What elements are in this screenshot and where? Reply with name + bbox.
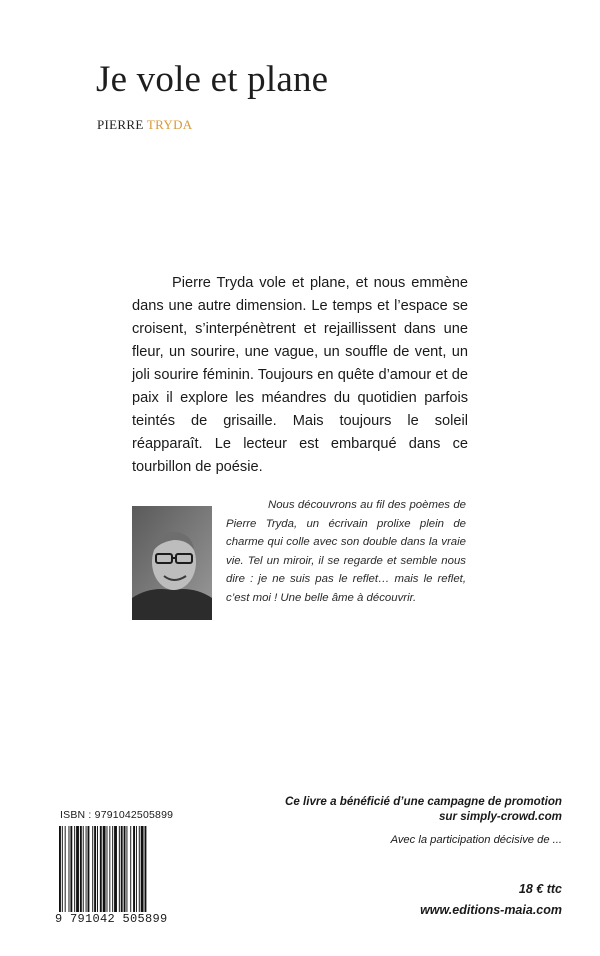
book-title: Je vole et plane (96, 59, 329, 100)
promo-line-1: Ce livre a bénéficié d’une campagne de promotion (284, 795, 562, 808)
author-bio: Nous découvrons au fil des poèmes de Pierre Tryda, un écrivain prolixe plein de charme qui colle avec son double dans la vraie vie. Tel un miroir, il se regarde et semble nous dire : je ne suis pas le reflet… mais le reflet, c’est moi ! Une belle âme à découvrir. (226, 499, 466, 604)
author-last-name: TRYDA (146, 117, 193, 132)
book-blurb: Pierre Tryda vole et plane, et nous emmène dans une autre dimension. Le temps et l’espace se croisent, s’interpénètrent et rejaillissent dans une fleur, un sourire, une vague, un souffle de vent, un joli sourire féminin. Toujours en quête d’amour et de paix il explore les méandres du quotidien parfois teintés de grisaille. Mais toujours le soleil réapparaît. Le lecteur est embarqué dans ce tourbillon de poésie. (132, 275, 468, 475)
publisher-website: www.editions-maia.com (420, 903, 562, 917)
author-name (97, 117, 192, 133)
author-photo (132, 506, 212, 620)
author-first-name: PIERRE (97, 117, 144, 132)
participation-text: Avec la participation décisive de ... (390, 834, 562, 846)
isbn-label: ISBN : 9791042505899 (60, 809, 174, 821)
promo-text (272, 794, 562, 824)
barcode-digits: 9 791042 505899 (55, 912, 171, 926)
price: 18 € ttc (518, 882, 562, 896)
promo-line-2: sur simply-crowd.com (438, 810, 562, 823)
